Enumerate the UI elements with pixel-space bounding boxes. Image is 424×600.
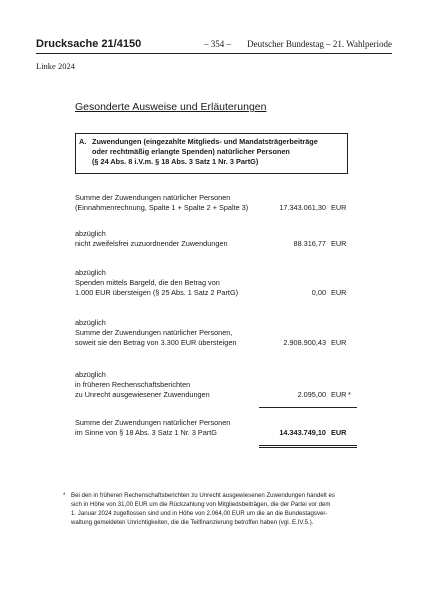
label-line: Spenden mittels Bargeld, die den Betrag von	[75, 278, 220, 287]
page-header	[36, 38, 392, 52]
label-line: abzüglich	[75, 229, 106, 238]
label-line: abzüglich	[75, 370, 106, 379]
row-label	[75, 193, 265, 213]
label-line: im Sinne von § 18 Abs. 3 Satz 1 Nr. 3 PartG	[75, 428, 217, 437]
section-letter: A.	[79, 137, 87, 146]
footnote-line: Bei den in früheren Rechenschaftsberichten zu Unrecht ausgewiesenen Zuwendungen handelt es	[71, 492, 335, 499]
amount: 2.095,00	[297, 390, 326, 399]
label-line: zu Unrecht ausgewiesener Zuwendungen	[75, 390, 210, 399]
label-line: 1.000 EUR übersteigen (§ 25 Abs. 1 Satz 2 PartG)	[75, 288, 239, 297]
section-title: Gesonderte Ausweise und Erläuterungen	[75, 101, 267, 113]
drucksache-number: Drucksache 21/4150	[36, 38, 142, 50]
sum-rule-top	[259, 407, 357, 408]
row-label	[75, 268, 265, 298]
amount: 0,00	[311, 288, 326, 297]
currency: EUR	[331, 428, 347, 437]
amount: 14.343.749,10	[279, 428, 326, 437]
currency: EUR	[331, 390, 347, 399]
amount: 2.908.900,43	[283, 338, 326, 347]
label-line: abzüglich	[75, 318, 106, 327]
label-line: soweit sie den Betrag von 3.300 EUR übersteigen	[75, 338, 237, 347]
label-line: (Einnahmenrechnung, Spalte 1 + Spalte 2 + Spalte 3)	[75, 203, 249, 212]
footnote-line: sich in Höhe von 31,00 EUR um die Rückzahlung von Mitgliedsbeiträgen, die der Partei vor dem	[71, 501, 331, 508]
currency: EUR	[331, 338, 347, 347]
section-heading-line: (§ 24 Abs. 8 i.V.m. § 18 Abs. 3 Satz 1 Nr. 3 PartG)	[92, 157, 259, 166]
currency: EUR	[331, 203, 347, 212]
publisher: Deutscher Bundestag – 21. Wahlperiode	[247, 39, 392, 49]
label-line: Summe der Zuwendungen natürlicher Personen	[75, 418, 231, 427]
row-label	[75, 418, 265, 438]
footnote-marker: *	[348, 390, 351, 399]
sum-rule-double-2	[259, 447, 357, 448]
amount: 17.343.061,30	[279, 203, 326, 212]
section-heading-line: oder rechtmäßig erlangte Spenden) natürlicher Personen	[92, 147, 290, 156]
label-line: Summe der Zuwendungen natürlicher Personen	[75, 193, 231, 202]
footnote-line: 1. Januar 2024 zugeflossen sind und in Höhe von 2.064,00 EUR um die an die Bundestagsver-	[71, 510, 328, 517]
amount: 88.316,77	[293, 239, 326, 248]
header-rule	[36, 53, 392, 54]
currency: EUR	[331, 288, 347, 297]
section-heading-line: Zuwendungen (eingezahlte Mitglieds- und Mandatsträgerbeiträge	[92, 137, 318, 146]
label-line: Summe der Zuwendungen natürlicher Personen,	[75, 328, 233, 337]
section-heading	[92, 137, 346, 167]
row-label	[75, 229, 265, 249]
page-number: – 354 –	[204, 39, 231, 49]
label-line: nicht zweifelsfrei zuzuordnender Zuwendungen	[75, 239, 228, 248]
sum-rule-double-1	[259, 445, 357, 446]
row-label	[75, 370, 265, 400]
footnote-line: waltung gemeldeten Unrichtigkeiten, die die Teilfinanzierung betroffen haben (vgl. E.IV.5.).	[71, 519, 314, 526]
label-line: abzüglich	[75, 268, 106, 277]
footnote-text	[71, 491, 361, 527]
footnote-star: *	[63, 492, 66, 499]
section-box	[75, 133, 348, 174]
label-line: in früheren Rechenschaftsberichten	[75, 380, 191, 389]
party-year: Linke 2024	[36, 61, 75, 71]
row-label	[75, 318, 265, 348]
currency: EUR	[331, 239, 347, 248]
